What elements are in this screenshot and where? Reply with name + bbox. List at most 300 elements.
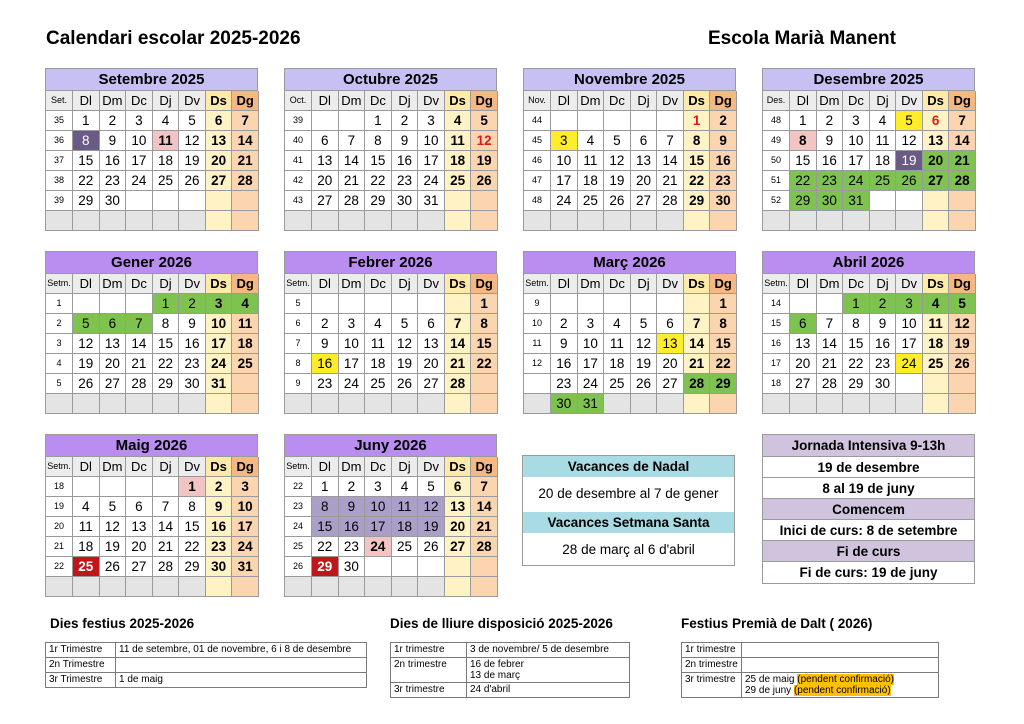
- month-calendar: [762, 68, 975, 231]
- day-header: Ds: [445, 457, 472, 477]
- empty-cell: [73, 294, 100, 314]
- day-cell: 14: [684, 334, 711, 354]
- day-cell: 26: [631, 374, 658, 394]
- day-header: Dl: [790, 274, 817, 294]
- empty-cell: [578, 211, 605, 231]
- day-header: Dm: [578, 274, 605, 294]
- empty-cell: [471, 191, 498, 211]
- day-cell: 30: [551, 394, 578, 414]
- day-cell: 22: [73, 171, 100, 191]
- day-header: Dv: [896, 91, 923, 111]
- day-cell: 17: [232, 517, 259, 537]
- day-cell: 20: [312, 171, 339, 191]
- day-header: Dl: [312, 274, 339, 294]
- day-cell: 21: [657, 171, 684, 191]
- day-cell: 11: [153, 131, 180, 151]
- day-header: Dj: [392, 91, 419, 111]
- day-header: Dv: [179, 274, 206, 294]
- festius-value: 11 de setembre, 01 de novembre, 6 i 8 de desembre: [116, 643, 367, 658]
- day-cell: 10: [339, 334, 366, 354]
- week-number: 12: [524, 354, 551, 374]
- day-cell: 19: [631, 354, 658, 374]
- empty-cell: [843, 211, 870, 231]
- day-header: Dm: [100, 91, 127, 111]
- day-cell: 17: [578, 354, 605, 374]
- empty-cell: [153, 191, 180, 211]
- day-cell: 8: [73, 131, 100, 151]
- day-cell: 17: [365, 517, 392, 537]
- day-header: Dg: [471, 457, 498, 477]
- day-cell: 26: [896, 171, 923, 191]
- day-cell: 19: [392, 354, 419, 374]
- week-number: 14: [763, 294, 790, 314]
- empty-cell: [73, 211, 100, 231]
- empty-cell: [100, 211, 127, 231]
- day-cell: 13: [923, 131, 950, 151]
- day-cell: 9: [339, 497, 366, 517]
- day-cell: 14: [232, 131, 259, 151]
- day-cell: 6: [923, 111, 950, 131]
- day-cell: 27: [418, 374, 445, 394]
- day-cell: 28: [949, 171, 976, 191]
- empty-cell: [179, 394, 206, 414]
- day-cell: 20: [790, 354, 817, 374]
- week-number: 51: [763, 171, 790, 191]
- day-cell: 10: [551, 151, 578, 171]
- festius-label: 2n Trimestre: [46, 658, 116, 673]
- lliure-table: [390, 642, 630, 698]
- day-cell: 25: [578, 191, 605, 211]
- day-cell: 4: [445, 111, 472, 131]
- day-header: Dc: [365, 91, 392, 111]
- day-cell: 9: [551, 334, 578, 354]
- day-cell: 14: [339, 151, 366, 171]
- day-cell: 3: [578, 314, 605, 334]
- premia-line: [745, 674, 935, 685]
- day-cell: 21: [684, 354, 711, 374]
- month-title: Desembre 2025: [763, 69, 975, 91]
- empty-cell: [339, 394, 366, 414]
- day-cell: 5: [949, 294, 976, 314]
- empty-cell: [392, 394, 419, 414]
- vacations-box: [522, 455, 735, 566]
- empty-cell: [684, 394, 711, 414]
- day-cell: 23: [817, 171, 844, 191]
- day-cell: 30: [100, 191, 127, 211]
- empty-cell: [657, 111, 684, 131]
- empty-cell: [445, 211, 472, 231]
- day-cell: 4: [392, 477, 419, 497]
- day-cell: 8: [710, 314, 737, 334]
- day-cell: 16: [392, 151, 419, 171]
- day-cell: 24: [206, 354, 233, 374]
- day-cell: 8: [790, 131, 817, 151]
- empty-cell: [604, 294, 631, 314]
- empty-cell: [418, 294, 445, 314]
- day-cell: 4: [232, 294, 259, 314]
- day-cell: 22: [312, 537, 339, 557]
- day-cell: 7: [684, 314, 711, 334]
- day-cell: 9: [392, 131, 419, 151]
- week-number: [524, 374, 551, 394]
- day-cell: 24: [339, 374, 366, 394]
- day-cell: 11: [365, 334, 392, 354]
- empty-cell: [949, 191, 976, 211]
- day-cell: 1: [179, 477, 206, 497]
- day-header: Dj: [153, 91, 180, 111]
- day-cell: 7: [949, 111, 976, 131]
- empty-cell: [657, 211, 684, 231]
- day-cell: 16: [312, 354, 339, 374]
- empty-cell: [73, 577, 100, 597]
- day-cell: 8: [471, 314, 498, 334]
- week-number: 46: [524, 151, 551, 171]
- lliure-value: 3 de novembre/ 5 de desembre: [467, 643, 630, 658]
- week-number: [46, 394, 73, 414]
- empty-cell: [896, 374, 923, 394]
- day-cell: 9: [870, 314, 897, 334]
- week-number: 3: [46, 334, 73, 354]
- intensiva-title: Jornada Intensiva 9-13h: [763, 435, 974, 456]
- day-cell: 14: [949, 131, 976, 151]
- day-cell: 13: [631, 151, 658, 171]
- day-cell: 23: [392, 171, 419, 191]
- day-cell: 4: [73, 497, 100, 517]
- week-number: 5: [46, 374, 73, 394]
- comencem-text: Inici de curs: 8 de setembre: [763, 519, 974, 540]
- day-cell: 2: [339, 477, 366, 497]
- day-cell: 24: [843, 171, 870, 191]
- day-cell: 12: [471, 131, 498, 151]
- day-header: Dv: [657, 91, 684, 111]
- day-cell: 13: [657, 334, 684, 354]
- week-number: 39: [285, 111, 312, 131]
- day-cell: 24: [896, 354, 923, 374]
- nadal-title: Vacances de Nadal: [523, 456, 734, 477]
- day-header: Ds: [684, 91, 711, 111]
- month-title: Març 2026: [524, 252, 736, 274]
- month-calendar: [284, 68, 497, 231]
- month-title: Maig 2026: [46, 435, 258, 457]
- day-cell: 2: [710, 111, 737, 131]
- week-number: 4: [46, 354, 73, 374]
- premia-line: [745, 685, 935, 696]
- day-cell: 29: [312, 557, 339, 577]
- empty-cell: [392, 211, 419, 231]
- week-number: 18: [46, 477, 73, 497]
- day-cell: 15: [365, 151, 392, 171]
- day-header: Dm: [339, 274, 366, 294]
- day-cell: 30: [817, 191, 844, 211]
- day-cell: 15: [312, 517, 339, 537]
- day-cell: 21: [153, 537, 180, 557]
- week-number: 5: [285, 294, 312, 314]
- day-header: Dm: [100, 274, 127, 294]
- empty-cell: [657, 294, 684, 314]
- week-number: 22: [46, 557, 73, 577]
- day-header: Dj: [153, 457, 180, 477]
- day-cell: 3: [896, 294, 923, 314]
- day-header: Dj: [631, 91, 658, 111]
- day-cell: 2: [206, 477, 233, 497]
- day-cell: 23: [870, 354, 897, 374]
- empty-cell: [153, 577, 180, 597]
- day-cell: 14: [445, 334, 472, 354]
- festius-label: 3r Trimestre: [46, 673, 116, 688]
- month-title: Octubre 2025: [285, 69, 497, 91]
- day-cell: 14: [471, 497, 498, 517]
- empty-cell: [817, 394, 844, 414]
- day-header: Dv: [418, 91, 445, 111]
- day-cell: 2: [870, 294, 897, 314]
- day-cell: 17: [843, 151, 870, 171]
- week-number: 25: [285, 537, 312, 557]
- day-header: Dl: [73, 457, 100, 477]
- week-label: Setm.: [46, 457, 73, 477]
- day-cell: 9: [312, 334, 339, 354]
- day-cell: 18: [445, 151, 472, 171]
- day-cell: 15: [790, 151, 817, 171]
- week-number: [46, 577, 73, 597]
- week-number: 16: [763, 334, 790, 354]
- day-cell: 7: [339, 131, 366, 151]
- empty-cell: [365, 394, 392, 414]
- day-cell: 6: [657, 314, 684, 334]
- day-cell: 14: [153, 517, 180, 537]
- empty-cell: [923, 394, 950, 414]
- day-header: Dl: [790, 91, 817, 111]
- day-header: Dg: [232, 91, 259, 111]
- day-cell: 21: [817, 354, 844, 374]
- month-title: Setembre 2025: [46, 69, 258, 91]
- day-cell: 7: [126, 314, 153, 334]
- day-cell: 2: [312, 314, 339, 334]
- day-cell: 23: [206, 537, 233, 557]
- empty-cell: [232, 191, 259, 211]
- empty-cell: [392, 557, 419, 577]
- day-cell: 1: [710, 294, 737, 314]
- empty-cell: [100, 294, 127, 314]
- empty-cell: [206, 577, 233, 597]
- day-header: Dg: [232, 457, 259, 477]
- empty-cell: [710, 394, 737, 414]
- day-cell: 25: [153, 171, 180, 191]
- day-header: Ds: [684, 274, 711, 294]
- day-cell: 19: [471, 151, 498, 171]
- day-cell: 24: [365, 537, 392, 557]
- empty-cell: [631, 111, 658, 131]
- day-cell: 24: [551, 191, 578, 211]
- day-cell: 6: [631, 131, 658, 151]
- day-cell: 17: [126, 151, 153, 171]
- week-number: 39: [46, 191, 73, 211]
- day-cell: 20: [418, 354, 445, 374]
- day-cell: 13: [126, 517, 153, 537]
- day-header: Dg: [232, 274, 259, 294]
- day-cell: 25: [73, 557, 100, 577]
- empty-cell: [578, 111, 605, 131]
- day-cell: 28: [817, 374, 844, 394]
- day-cell: 19: [418, 517, 445, 537]
- day-header: Ds: [206, 274, 233, 294]
- day-header: Dm: [817, 274, 844, 294]
- month-calendar: [284, 434, 497, 597]
- empty-cell: [445, 294, 472, 314]
- premia-label: 2n trimestre: [682, 658, 742, 673]
- week-number: 41: [285, 151, 312, 171]
- day-cell: 28: [339, 191, 366, 211]
- day-header: Dj: [392, 457, 419, 477]
- day-cell: 28: [684, 374, 711, 394]
- premia-title: Festius Premià de Dalt ( 2026): [681, 616, 873, 631]
- day-cell: 26: [604, 191, 631, 211]
- week-number: 47: [524, 171, 551, 191]
- day-cell: 20: [206, 151, 233, 171]
- empty-cell: [684, 211, 711, 231]
- day-cell: 12: [100, 517, 127, 537]
- day-cell: 22: [684, 171, 711, 191]
- day-cell: 3: [365, 477, 392, 497]
- week-number: 40: [285, 131, 312, 151]
- day-cell: 9: [710, 131, 737, 151]
- day-cell: 23: [551, 374, 578, 394]
- day-cell: 27: [923, 171, 950, 191]
- day-cell: 7: [657, 131, 684, 151]
- day-header: Dg: [949, 274, 976, 294]
- day-cell: 25: [392, 537, 419, 557]
- day-cell: 10: [578, 334, 605, 354]
- week-number: 22: [285, 477, 312, 497]
- day-cell: 1: [73, 111, 100, 131]
- empty-cell: [312, 294, 339, 314]
- empty-cell: [153, 211, 180, 231]
- empty-cell: [126, 477, 153, 497]
- day-header: Dv: [418, 274, 445, 294]
- empty-cell: [949, 394, 976, 414]
- day-cell: 25: [604, 374, 631, 394]
- day-cell: 13: [100, 334, 127, 354]
- month-calendar: [523, 68, 736, 231]
- empty-cell: [153, 394, 180, 414]
- festius-value: 1 de maig: [116, 673, 367, 688]
- festius-table: [45, 642, 367, 688]
- day-cell: 23: [179, 354, 206, 374]
- day-cell: 4: [578, 131, 605, 151]
- day-cell: 25: [870, 171, 897, 191]
- day-header: Ds: [923, 91, 950, 111]
- week-number: 9: [524, 294, 551, 314]
- day-header: Dj: [631, 274, 658, 294]
- day-cell: 11: [923, 314, 950, 334]
- day-cell: 28: [471, 537, 498, 557]
- day-cell: 2: [392, 111, 419, 131]
- month-calendar: [45, 434, 258, 597]
- day-cell: 23: [339, 537, 366, 557]
- day-cell: 3: [339, 314, 366, 334]
- day-cell: 8: [312, 497, 339, 517]
- week-number: [46, 211, 73, 231]
- month-title: Novembre 2025: [524, 69, 736, 91]
- day-cell: 22: [365, 171, 392, 191]
- day-cell: 16: [100, 151, 127, 171]
- day-cell: 20: [923, 151, 950, 171]
- day-cell: 30: [206, 557, 233, 577]
- day-cell: 5: [631, 314, 658, 334]
- day-cell: 25: [445, 171, 472, 191]
- day-cell: 27: [312, 191, 339, 211]
- day-cell: 17: [339, 354, 366, 374]
- day-cell: 18: [365, 354, 392, 374]
- empty-cell: [445, 394, 472, 414]
- day-header: Dl: [312, 91, 339, 111]
- empty-cell: [896, 394, 923, 414]
- day-cell: 16: [206, 517, 233, 537]
- day-cell: 5: [100, 497, 127, 517]
- empty-cell: [923, 191, 950, 211]
- day-cell: 16: [710, 151, 737, 171]
- day-cell: 30: [339, 557, 366, 577]
- day-cell: 1: [365, 111, 392, 131]
- day-cell: 15: [153, 334, 180, 354]
- week-number: [524, 211, 551, 231]
- day-cell: 22: [179, 537, 206, 557]
- week-number: 20: [46, 517, 73, 537]
- day-cell: 10: [365, 497, 392, 517]
- empty-cell: [551, 111, 578, 131]
- day-header: Dv: [657, 274, 684, 294]
- day-cell: 1: [843, 294, 870, 314]
- empty-cell: [232, 211, 259, 231]
- day-cell: 6: [100, 314, 127, 334]
- intensiva-line-1: 19 de desembre: [763, 456, 974, 477]
- day-header: Ds: [445, 91, 472, 111]
- month-title: Juny 2026: [285, 435, 497, 457]
- week-number: 48: [524, 191, 551, 211]
- day-header: Ds: [206, 91, 233, 111]
- day-header: Dc: [604, 91, 631, 111]
- day-cell: 15: [710, 334, 737, 354]
- day-cell: 29: [365, 191, 392, 211]
- empty-cell: [896, 191, 923, 211]
- day-cell: 2: [551, 314, 578, 334]
- day-cell: 4: [870, 111, 897, 131]
- week-number: [763, 394, 790, 414]
- day-cell: 3: [551, 131, 578, 151]
- page-title: Calendari escolar 2025-2026: [46, 28, 301, 49]
- day-cell: 15: [843, 334, 870, 354]
- day-header: Dg: [471, 274, 498, 294]
- empty-cell: [551, 211, 578, 231]
- day-cell: 27: [206, 171, 233, 191]
- day-cell: 21: [126, 354, 153, 374]
- empty-cell: [126, 394, 153, 414]
- week-label: Nov.: [524, 91, 551, 111]
- day-cell: 31: [232, 557, 259, 577]
- festius-value: [116, 658, 367, 673]
- week-number: 9: [285, 374, 312, 394]
- day-cell: 25: [365, 374, 392, 394]
- day-cell: 5: [392, 314, 419, 334]
- day-cell: 26: [179, 171, 206, 191]
- empty-cell: [471, 374, 498, 394]
- empty-cell: [471, 211, 498, 231]
- day-header: Dg: [471, 91, 498, 111]
- day-cell: 18: [604, 354, 631, 374]
- day-cell: 9: [100, 131, 127, 151]
- empty-cell: [126, 211, 153, 231]
- day-header: Dc: [126, 457, 153, 477]
- week-number: 8: [285, 354, 312, 374]
